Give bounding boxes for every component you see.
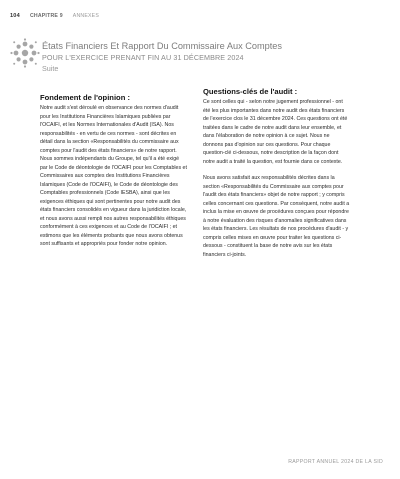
- key-audit-matters-heading: Questions-clés de l'audit :: [203, 87, 298, 96]
- document-subtitle: POUR L'EXERCICE PRENANT FIN AU 31 DÉCEMBRE 2024: [42, 53, 244, 62]
- running-header: [10, 13, 99, 19]
- ornament-logo-icon: [10, 38, 40, 68]
- running-footer: RAPPORT ANNUEL 2024 DE LA SID: [288, 459, 383, 465]
- key-audit-matters-paragraph-2: Nous avons satisfait aux responsabilités décrites dans la section «Responsabilités du Commissaire aux comptes pour l'audit des états financiers» objet de notre rapport ; y compris celles concernant ces questions. Par conséquent, notre audit a inclus la mise en œuvre de procédures conçues pour répondre à notre évaluation des risques d'anomalies significatives dans les états financiers. Les résultats de nos procédures d'audit - y compris celles mises en œuvre pour traiter les questions ci-dessous - constituent la base de notre avis sur les états financiers ci-joints.: [203, 175, 350, 258]
- title-block: [42, 41, 382, 73]
- document-title: États Financiers Et Rapport Du Commissaire Aux Comptes: [42, 41, 282, 51]
- left-column: [40, 93, 188, 257]
- section-label: ANNEXES: [72, 13, 99, 19]
- page-number: 104: [10, 13, 20, 19]
- chapter-label: CHAPITRE 9: [29, 13, 63, 19]
- key-audit-matters-paragraph-1: Ce sont celles qui - selon notre jugement professionnel - ont été les plus importantes dans notre audit des états financiers de l'exercice clos le 31 décembre 2024. Ces questions ont été traitées dans le cadre de notre audit dans leur ensemble, et dans l'élaboration de notre opinion à ce sujet. Nous ne donnons pas d'opinion sur ces questions. Pour chaque question-clé ci-dessous, notre description de la façon dont notre audit a traité la question, est fournie dans ce contexte.: [203, 99, 348, 165]
- continued-label: Suite: [42, 64, 59, 73]
- opinion-basis-heading: Fondement de l'opinion :: [40, 93, 130, 102]
- opinion-basis-paragraph: Notre audit s'est déroulé en observance des normes d'audit pour les Institutions Financières Islamiques publiées par l'OCAIFI, et les Normes Internationales d'Audit (ISA). Nos responsabilités - en vertu de ces normes - sont décrites en détail dans la section «Responsabilités du commissaire aux comptes pour l'audit des états financiers» de notre rapport. Nous sommes indépendants du Groupe, tel qu'il a été exigé par le Code de déontologie de l'OCAIFI pour les Comptables et Commissaires aux comptes des Institutions Financières Islamiques (Code de l'OCAIFI), le Code de déontologie des Comptables professionnels (Code IESBA), ainsi que les exigences éthiques qui sont pertinentes pour notre audit des états financiers consolidés en vigueur dans la juridiction locale, et nous avons aussi rempli nos autres responsabilités éthiques conformément à ces exigences et au Code de l'OCAIFI ; et estimons que les éléments probants que nous avons obtenus sont suffisants et appropriés pour fonder notre opinion.: [40, 105, 187, 247]
- right-column: [203, 87, 351, 267]
